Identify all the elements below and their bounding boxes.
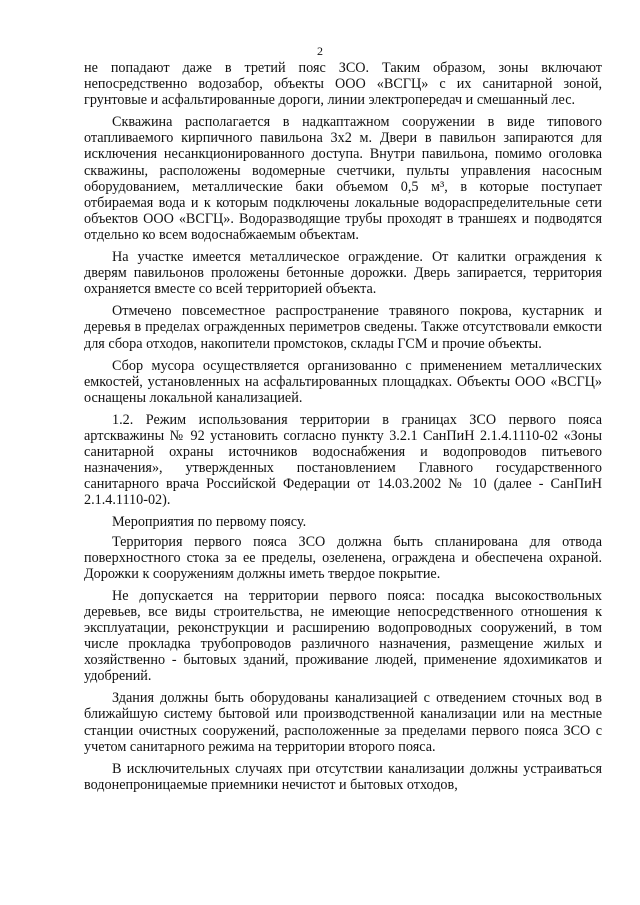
paragraph-5: Сбор мусора осуществляется организованно с применением металлических емкостей, установленных на асфальтированных площадках. Объекты ООО «ВСГЦ» оснащены локальной канализацией. [84,357,602,406]
paragraph-10: Здания должны быть оборудованы канализацией с отведением сточных вод в ближайшую систему бытовой или производственной канализации или на местные станции очистных сооружений, расположенные за пределами первого пояса ЗСО с учетом санитарного режима на территории второго пояса. [84,690,602,755]
paragraph-6: 1.2. Режим использования территории в границах ЗСО первого пояса артскважины № 92 установить согласно пункту 3.2.1 СанПиН 2.1.4.1110-02 «Зоны санитарной охраны источников водоснабжения и водопроводов питьевого назначения», утвержденных постановлением Главного государственного санитарного врача Российской Федерации от 14.03.2002 № 10 (далее - СанПиН 2.1.4.1110-02). [84,411,602,509]
document-body [84,60,602,799]
paragraph-7: Мероприятия по первому поясу. [112,514,307,531]
paragraph-3: На участке имеется металлическое ограждение. От калитки ограждения к дверям павильонов проложены бетонные дорожки. Дверь запирается, территория охраняется вместе со всей территорией объекта. [84,249,602,298]
paragraph-2: Скважина располагается в надкаптажном сооружении в виде типового отапливаемого кирпичного павильона 3х2 м. Двери в павильон запираются для исключения несанкционированного доступа. Внутри павильона, помимо оголовка скважины, расположены водомерные счетчики, пульты управления насосным оборудованием, металлические баки объемом 0,5 м³, в которые поступает отбираемая вода и к которым подключены локальные водораспределительные сети объектов ООО «ВСГЦ». Водоразводящие трубы проходят в траншеях и подводятся отдельно ко всем водоснабжаемым объектам. [84,114,602,243]
paragraph-9: Не допускается на территории первого пояса: посадка высокоствольных деревьев, все виды строительства, не имеющие непосредственного отношения к эксплуатации, реконструкции и расширению водопроводных сооружений, в том числе прокладка трубопроводов различного назначения, размещение жилых и хозяйственно - бытовых зданий, проживание людей, применение ядохимикатов и удобрений. [84,587,602,685]
paragraph-1: не попадают даже в третий пояс ЗСО. Таким образом, зоны включают непосредственно водозабор, объекты ООО «ВСГЦ» с их санитарной зоной, грунтовые и асфальтированные дороги, линии электропередач и смешанный лес. [84,60,602,109]
paragraph-4: Отмечено повсеместное распространение травяного покрова, кустарник и деревья в пределах огражденных периметров сведены. Также отсутствовали емкости для сбора отходов, накопители промстоков, склады ГСМ и прочие объекты. [84,303,602,352]
paragraph-11: В исключительных случаях при отсутствии канализации должны устраиваться водонепроницаемые приемники нечистот и бытовых отходов, [84,760,602,793]
paragraph-8: Территория первого пояса ЗСО должна быть спланирована для отвода поверхностного стока за ее пределы, озеленена, ограждена и обеспечена охраной. Дорожки к сооружениям должны иметь твердое покрытие. [84,533,602,582]
page-number: 2 [317,44,323,58]
